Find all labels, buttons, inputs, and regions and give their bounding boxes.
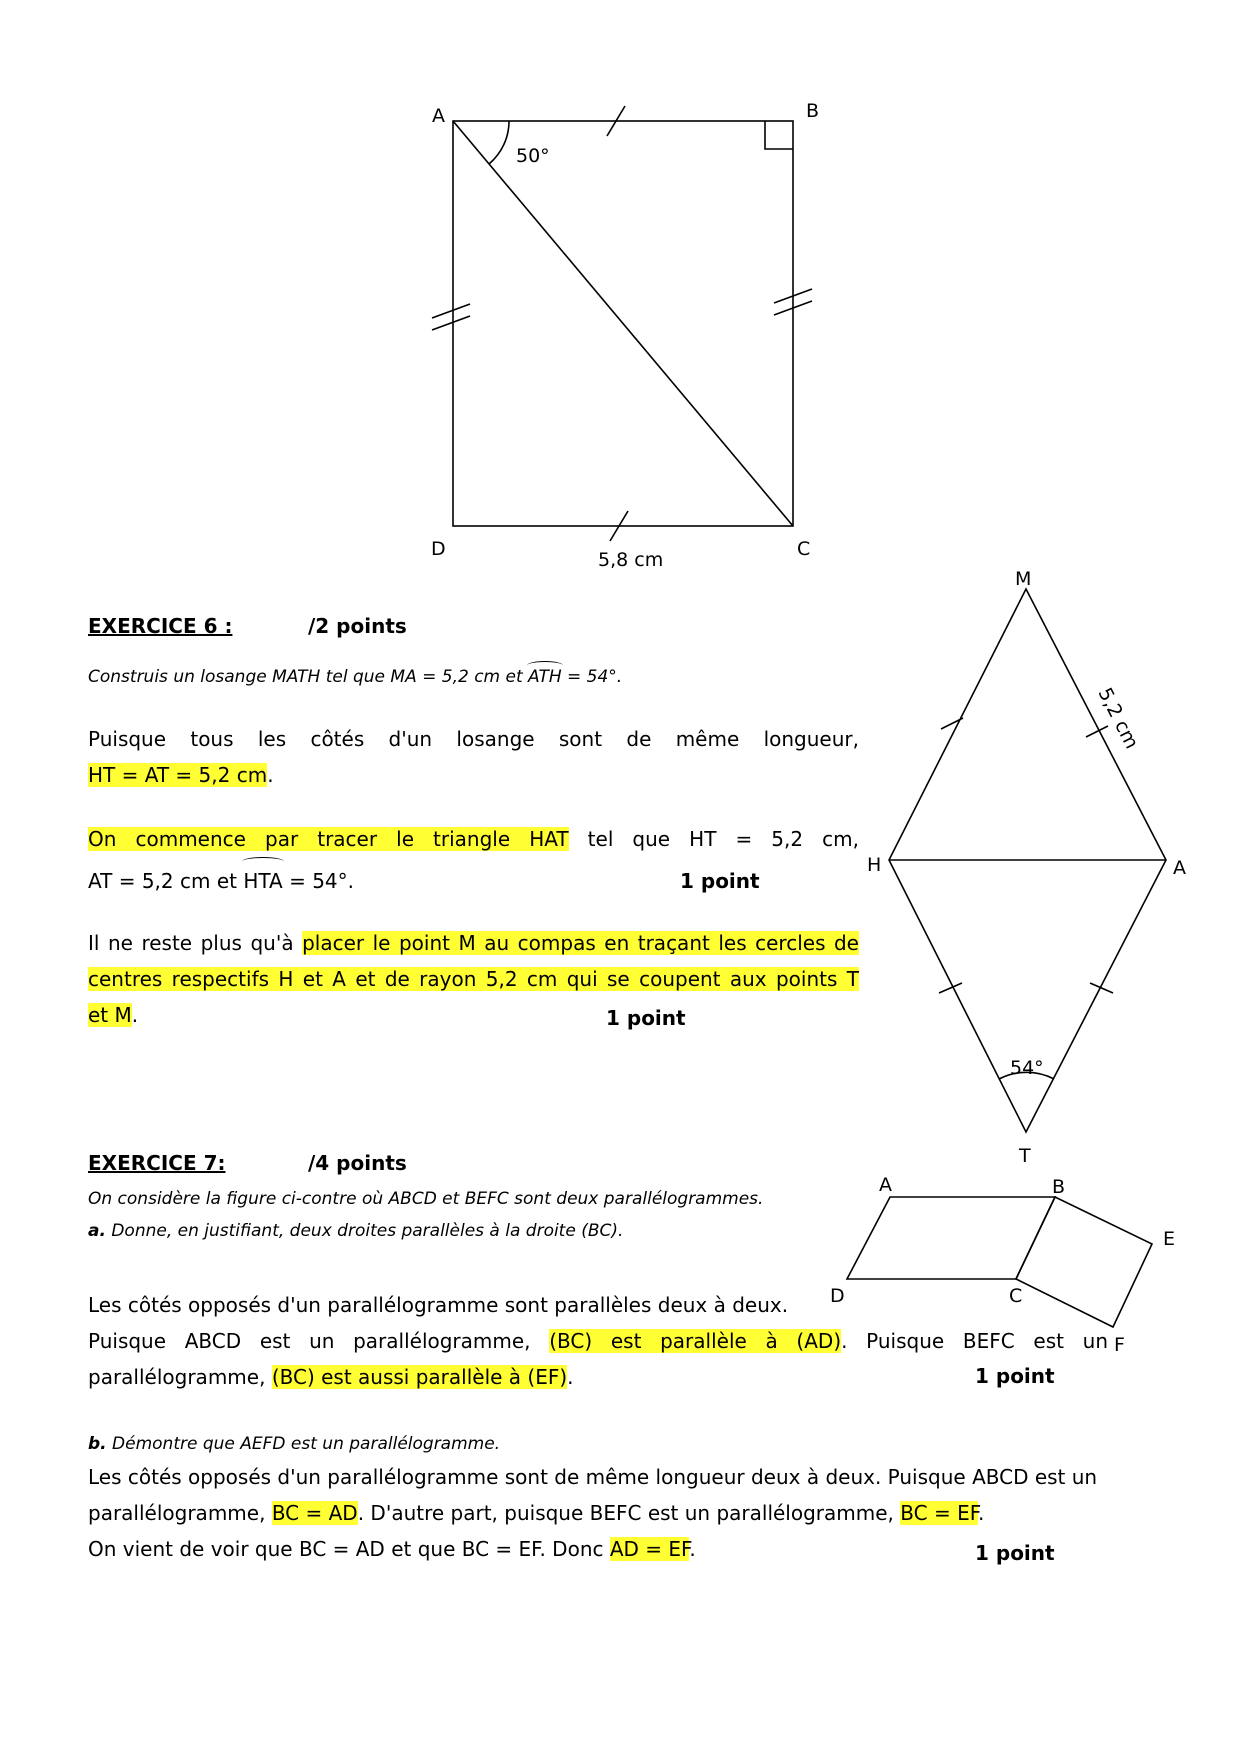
vertex-h-label: H — [867, 854, 882, 876]
ex7-answer-a: Puisque ABCD est un parallélogramme, (BC) est parallèle à (AD). Puisque BEFC est un parallélogramme, (BC) est aussi parallèle à (EF). — [88, 1329, 1108, 1389]
ex6-score-1: 1 point — [680, 869, 760, 893]
fig3-vertex-d: D — [830, 1285, 845, 1307]
ex6-points: /2 points — [308, 614, 407, 638]
vertex-b-label: B — [806, 100, 820, 122]
tick-mh — [941, 718, 963, 729]
ex6-paragraph-2: On commence par tracer le triangle HAT tel que HT = 5,2 cm, AT = 5,2 cm et HTA = 54°. — [88, 821, 859, 899]
ex6-prompt: Construis un losange MATH tel que MA = 5,2 cm et ATH = 54°. — [88, 667, 623, 687]
tick-ad-1 — [432, 304, 470, 318]
vertex-a2-label: A — [1173, 857, 1186, 879]
vertex-t-label: T — [1019, 1145, 1031, 1167]
angle-hta: HTA — [243, 863, 282, 899]
vertex-d-label: D — [431, 538, 446, 560]
fig3-vertex-a: A — [879, 1174, 892, 1196]
angle-label: 50° — [516, 145, 550, 167]
fig3-vertex-e: E — [1163, 1228, 1176, 1250]
ex7-score-b: 1 point — [975, 1541, 1055, 1565]
tick-ht — [939, 983, 962, 993]
ex7-answer-a-line1: Les côtés opposés d'un parallélogramme sont parallèles deux à deux. — [88, 1293, 789, 1317]
ex6-score-2: 1 point — [606, 1006, 686, 1030]
angle-ath: ATH — [528, 667, 562, 687]
vertex-m-label: M — [1015, 568, 1032, 590]
ex7-question-b: b. Démontre que AEFD est un parallélogramme. — [88, 1434, 501, 1454]
ex7-question-a: a. Donne, en justifiant, deux droites parallèles à la droite (BC). — [88, 1221, 624, 1241]
angle-arc-50 — [489, 121, 509, 164]
fig3-vertex-c: C — [1009, 1285, 1023, 1307]
vertex-c-label: C — [797, 538, 811, 560]
ex6-title: EXERCICE 6 : — [88, 614, 233, 638]
ex7-points: /4 points — [308, 1151, 407, 1175]
tick-ad-2 — [432, 316, 470, 330]
ex7-title: EXERCICE 7: — [88, 1151, 226, 1175]
right-angle-mark — [765, 121, 793, 149]
diagonal-ac — [453, 121, 793, 526]
ex7-score-a: 1 point — [975, 1364, 1055, 1388]
ex6-paragraph-1: Puisque tous les côtés d'un losange sont de même longueur, HT = AT = 5,2 cm. — [88, 727, 859, 787]
parallelogram-abcd — [847, 1197, 1055, 1279]
ex7-intro: On considère la figure ci-contre où ABCD et BEFC sont deux parallélogrammes. — [88, 1189, 764, 1209]
fig3-vertex-b: B — [1052, 1176, 1066, 1198]
side-length-label: 5,2 cm — [1093, 684, 1143, 753]
ex7-answer-b: Les côtés opposés d'un parallélogramme sont de même longueur deux à deux. Puisque ABCD est un parallélogramme, BC = AD. D'autre part, puisque BEFC est un parallélogramme, BC = EF. On vient de voir que BC = AD et que BC = EF. Donc AD = EF. — [88, 1465, 1098, 1561]
length-label: 5,8 cm — [598, 549, 664, 571]
ex6-paragraph-3: Il ne reste plus qu'à placer le point M au compas en traçant les cercles de centres respectifs H et A et de rayon 5,2 cm qui se coupent aux points T et M. — [88, 931, 859, 1027]
fig3-vertex-f: F — [1114, 1334, 1125, 1356]
vertex-a-label: A — [432, 105, 445, 127]
angle-54-label: 54° — [1010, 1057, 1044, 1079]
